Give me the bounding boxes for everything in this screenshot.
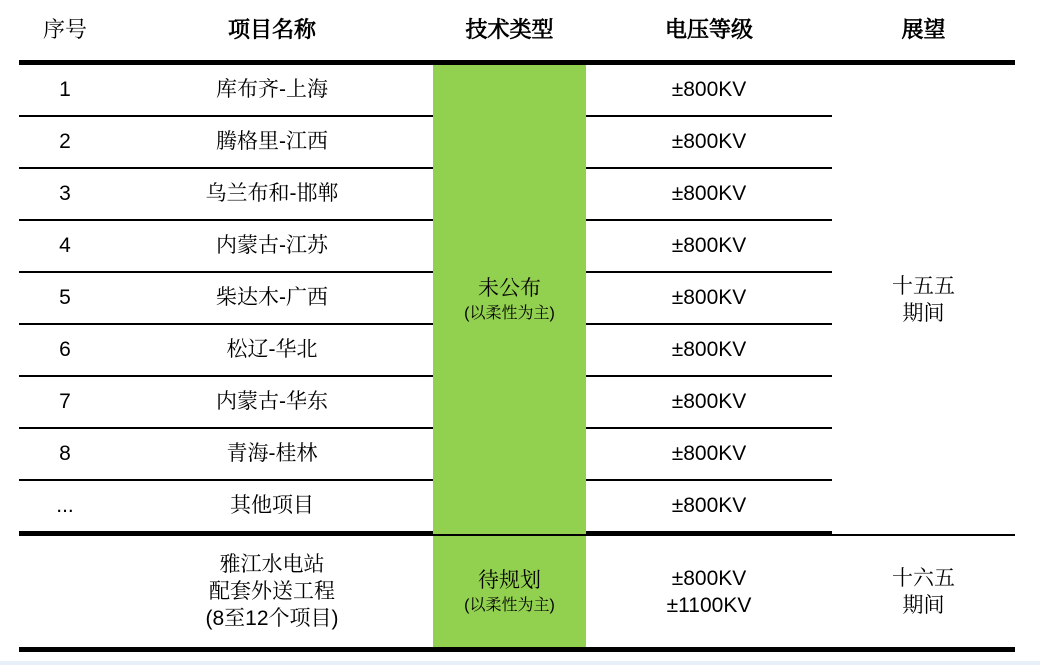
cell-project-name — [111, 536, 433, 652]
cell-project-name: 其他项目 — [111, 481, 433, 536]
cell-outlook — [832, 536, 1015, 652]
cell-voltage — [586, 536, 832, 652]
cell-voltage: ±800KV — [586, 169, 832, 221]
header-row — [19, 0, 1015, 65]
cell-no: 7 — [19, 377, 111, 429]
cell-no: 1 — [19, 65, 111, 117]
voltage-line-2: ±1100KV — [666, 593, 752, 617]
cell-no: 4 — [19, 221, 111, 273]
cell-project-name: 乌兰布和-邯郸 — [111, 169, 433, 221]
tech-type-sub-note: (以柔性为主) — [464, 597, 555, 615]
cell-project-name: 柴达木-广西 — [111, 273, 433, 325]
col-header-no: 序号 — [19, 0, 111, 65]
cell-voltage: ±800KV — [586, 377, 832, 429]
projects-table — [19, 0, 1015, 652]
outlook-line-1: 十六五 — [892, 566, 955, 590]
cell-voltage: ±800KV — [586, 117, 832, 169]
project-name-line-1: 雅江水电站 — [219, 553, 325, 576]
voltage-line-1: ±800KV — [671, 566, 747, 590]
cell-project-name: 青海-桂林 — [111, 429, 433, 481]
tech-type-main-label: 待规划 — [478, 568, 541, 592]
cell-project-name: 库布齐-上海 — [111, 65, 433, 117]
cell-voltage: ±800KV — [586, 481, 832, 536]
cell-no — [19, 536, 111, 652]
cell-voltage: ±800KV — [586, 325, 832, 377]
cell-tech-type-merged — [433, 65, 586, 536]
tech-type-main-label: 未公布 — [478, 276, 541, 300]
project-name-line-2: 配套外送工程 — [209, 580, 335, 603]
cell-project-name: 腾格里-江西 — [111, 117, 433, 169]
table-row — [19, 65, 1015, 117]
cell-no: 3 — [19, 169, 111, 221]
col-header-voltage-level: 电压等级 — [586, 0, 832, 65]
col-header-tech-type: 技术类型 — [433, 0, 586, 65]
cell-outlook-merged — [832, 65, 1015, 536]
cell-project-name: 内蒙古-华东 — [111, 377, 433, 429]
project-name-line-3: (8至12个项目) — [205, 607, 339, 630]
cell-voltage: ±800KV — [586, 429, 832, 481]
cell-project-name: 内蒙古-江苏 — [111, 221, 433, 273]
col-header-outlook: 展望 — [832, 0, 1015, 65]
cell-no: 5 — [19, 273, 111, 325]
cell-no: 2 — [19, 117, 111, 169]
outlook-line-1: 十五五 — [892, 274, 955, 298]
tech-type-sub-note: (以柔性为主) — [464, 305, 555, 323]
cell-no: 6 — [19, 325, 111, 377]
cell-voltage: ±800KV — [586, 221, 832, 273]
cell-project-name: 松辽-华北 — [111, 325, 433, 377]
cell-voltage: ±800KV — [586, 65, 832, 117]
outlook-line-2: 期间 — [902, 593, 945, 617]
col-header-project-name: 项目名称 — [111, 0, 433, 65]
cell-tech-type — [433, 536, 586, 652]
cell-no: 8 — [19, 429, 111, 481]
cell-voltage: ±800KV — [586, 273, 832, 325]
table-row-planned — [19, 536, 1015, 652]
slide-edge-strip — [0, 661, 1040, 665]
outlook-line-2: 期间 — [902, 301, 945, 325]
cell-no: ... — [19, 481, 111, 536]
